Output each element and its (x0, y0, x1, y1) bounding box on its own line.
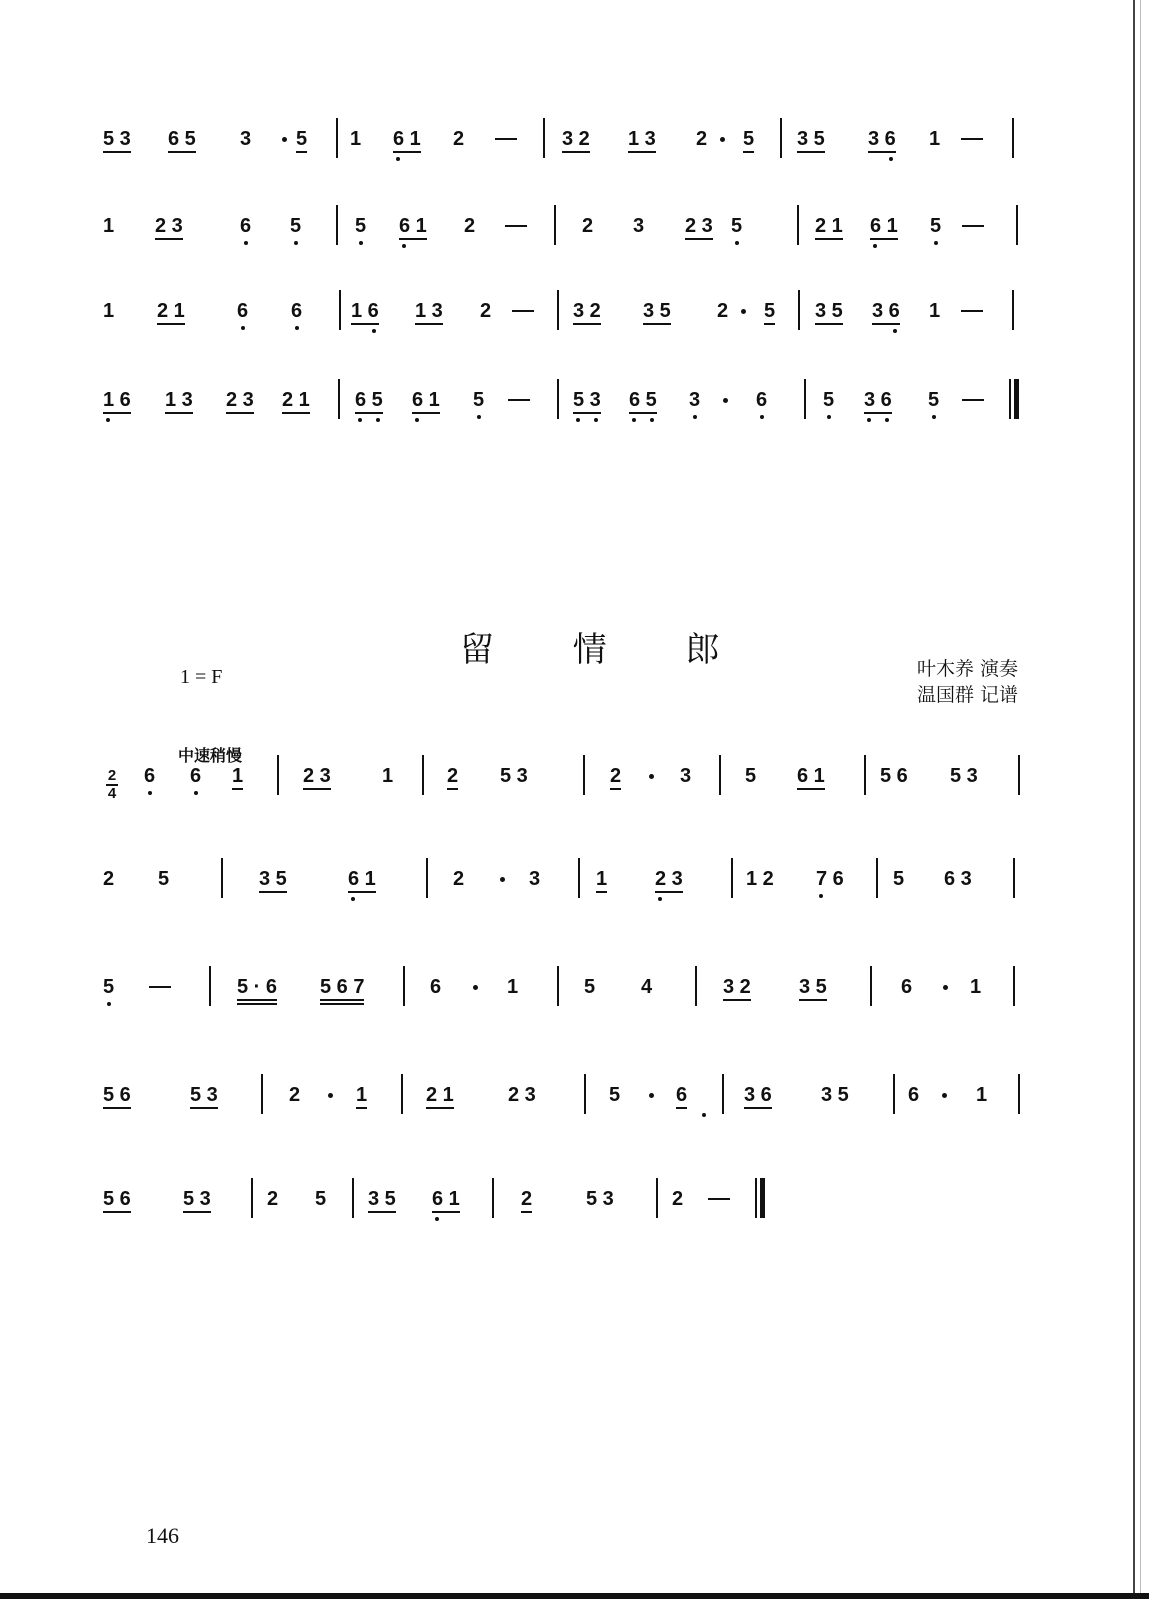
barline (557, 966, 559, 1006)
underline (415, 323, 443, 325)
underline (872, 323, 900, 325)
underline (723, 999, 751, 1001)
top-note-group: 6 1 (393, 128, 421, 150)
augmentation-dot (720, 137, 725, 142)
song-note-group: 3 (529, 868, 541, 890)
underline (155, 238, 183, 240)
top-note-group: 6 1 (870, 215, 898, 237)
barline (731, 858, 733, 898)
top-note-group: 5 (930, 215, 942, 237)
underline (870, 238, 898, 240)
low-octave-dot (594, 418, 598, 422)
song-note-group: 5 (158, 868, 170, 890)
underline (797, 788, 825, 790)
song-note-group: 2 (610, 765, 622, 787)
underline (103, 1211, 131, 1213)
top-note-group: 5 (928, 389, 940, 411)
final-barline (755, 1178, 757, 1218)
song-note-group: 5 6 (103, 1188, 131, 1210)
barline (251, 1178, 253, 1218)
song-note-group: 1 (976, 1084, 988, 1106)
barline (401, 1074, 403, 1114)
augmentation-dot (473, 985, 478, 990)
low-octave-dot (358, 418, 362, 422)
underline (165, 412, 193, 414)
underline (320, 1003, 364, 1005)
top-note-group: 2 (453, 128, 465, 150)
top-note-group: 2 (464, 215, 476, 237)
augmentation-dot (282, 137, 287, 142)
song-note-group: 2 3 (508, 1084, 536, 1106)
barline (426, 858, 428, 898)
final-barline-thick (1014, 379, 1019, 419)
low-octave-dot (735, 241, 739, 245)
low-octave-dot (827, 415, 831, 419)
augmentation-dot (942, 1093, 947, 1098)
top-note-group: 3 (633, 215, 645, 237)
barline (864, 755, 866, 795)
song-note-group: 5 3 (190, 1084, 218, 1106)
barline (1013, 858, 1015, 898)
underline (348, 891, 376, 893)
low-octave-dot (148, 791, 152, 795)
top-note-group: 1 (103, 215, 115, 237)
low-octave-dot (294, 241, 298, 245)
song-note-group: 2 (453, 868, 465, 890)
barline (695, 966, 697, 1006)
song-note-group: 3 6 (744, 1084, 772, 1106)
low-octave-dot (693, 415, 697, 419)
low-octave-dot (194, 791, 198, 795)
barline (221, 858, 223, 898)
top-note-group: 1 3 (415, 300, 443, 322)
underline (368, 1211, 396, 1213)
song-note-group: 3 5 (259, 868, 287, 890)
extension-dash (508, 399, 530, 401)
barline (1018, 755, 1020, 795)
underline (426, 1107, 454, 1109)
low-octave-dot (819, 894, 823, 898)
page-number: 146 (146, 1523, 179, 1548)
song-note-group: 6 (901, 976, 913, 998)
low-octave-dot (295, 326, 299, 330)
barline (557, 290, 559, 330)
augmentation-dot (943, 985, 948, 990)
top-note-group: 2 (696, 128, 708, 150)
low-octave-dot (402, 244, 406, 248)
barline (583, 755, 585, 795)
top-note-group: 1 (350, 128, 362, 150)
top-note-group: 6 (756, 389, 768, 411)
song-note-group: 1 (507, 976, 519, 998)
song-note-group: 6 1 (432, 1188, 460, 1210)
underline (655, 891, 683, 893)
final-barline-thick (760, 1178, 765, 1218)
low-octave-dot (244, 241, 248, 245)
low-octave-dot (396, 157, 400, 161)
barline (870, 966, 872, 1006)
song-note-group: 5 6 (103, 1084, 131, 1106)
low-octave-dot (632, 418, 636, 422)
final-barline (1009, 379, 1011, 419)
top-note-group: 1 (103, 300, 115, 322)
song-note-group: 2 (103, 868, 115, 890)
song-note-group: 5 3 (500, 765, 528, 787)
song-note-group: 6 3 (944, 868, 972, 890)
top-note-group: 3 6 (868, 128, 896, 150)
low-octave-dot (867, 418, 871, 422)
low-octave-dot (889, 157, 893, 161)
top-note-group: 6 (237, 300, 249, 322)
song-note-group: 5 (584, 976, 596, 998)
underline (629, 412, 657, 414)
transcriber-credit: 温国群 记谱 (917, 684, 1019, 706)
top-note-group: 5 (296, 128, 308, 150)
key-signature: 1 = F (180, 666, 223, 688)
underline (320, 999, 364, 1001)
page-edge-shadow (1140, 0, 1141, 1599)
underline (412, 412, 440, 414)
underline (282, 412, 310, 414)
top-note-group: 3 5 (815, 300, 843, 322)
extension-dash (505, 225, 527, 227)
song-note-group: 7 6 (816, 868, 844, 890)
time-signature (106, 769, 118, 801)
underline (432, 1211, 460, 1213)
barline (1016, 205, 1018, 245)
top-note-group: 5 3 (103, 128, 131, 150)
time-signature-bottom: 4 (107, 784, 117, 802)
top-note-group: 5 (355, 215, 367, 237)
underline (868, 151, 896, 153)
barline (209, 966, 211, 1006)
extension-dash (961, 138, 983, 140)
underline (562, 151, 590, 153)
top-note-group: 5 (731, 215, 743, 237)
underline (864, 412, 892, 414)
top-note-group: 2 3 (685, 215, 713, 237)
song-note-group: 2 (672, 1188, 684, 1210)
underline (226, 412, 254, 414)
top-note-group: 2 (582, 215, 594, 237)
barline (1018, 1074, 1020, 1114)
song-note-group: 1 2 (746, 868, 774, 890)
extension-dash (495, 138, 517, 140)
song-note-group: 6 1 (348, 868, 376, 890)
low-octave-dot (107, 1002, 111, 1006)
barline (543, 118, 545, 158)
underline (743, 151, 754, 153)
song-note-group: 3 5 (368, 1188, 396, 1210)
song-note-group: 5 (745, 765, 757, 787)
top-note-group: 6 1 (412, 389, 440, 411)
underline (596, 891, 607, 893)
low-octave-dot (650, 418, 654, 422)
song-note-group: 5 · 6 (237, 976, 278, 998)
low-octave-dot (477, 415, 481, 419)
underline (799, 999, 827, 1001)
barline (554, 205, 556, 245)
underline (744, 1107, 772, 1109)
barline (798, 290, 800, 330)
low-octave-dot (372, 329, 376, 333)
top-note-group: 6 (291, 300, 303, 322)
low-octave-dot (415, 418, 419, 422)
song-note-group: 1 (232, 765, 244, 787)
top-note-group: 1 3 (165, 389, 193, 411)
song-note-group: 6 (676, 1084, 688, 1106)
top-note-group: 2 1 (815, 215, 843, 237)
song-note-group: 1 (356, 1084, 368, 1106)
top-note-group: 2 1 (282, 389, 310, 411)
top-note-group: 6 5 (629, 389, 657, 411)
top-note-group: 1 (929, 300, 941, 322)
barline (403, 966, 405, 1006)
page-bottom-edge (0, 1593, 1149, 1599)
top-note-group: 6 1 (399, 215, 427, 237)
top-note-group: 1 3 (628, 128, 656, 150)
song-note-group: 5 (893, 868, 905, 890)
extension-dash (149, 986, 171, 988)
underline (815, 238, 843, 240)
augmentation-dot (500, 877, 505, 882)
low-octave-dot (893, 329, 897, 333)
song-note-group: 5 3 (183, 1188, 211, 1210)
top-note-group: 2 1 (157, 300, 185, 322)
top-note-group: 2 (480, 300, 492, 322)
underline (643, 323, 671, 325)
barline (261, 1074, 263, 1114)
barline (336, 205, 338, 245)
top-note-group: 1 6 (103, 389, 131, 411)
augmentation-dot (649, 774, 654, 779)
barline (804, 379, 806, 419)
top-note-group: 1 (929, 128, 941, 150)
low-octave-dot (106, 418, 110, 422)
top-note-group: 3 (240, 128, 252, 150)
barline (780, 118, 782, 158)
underline (573, 323, 601, 325)
underline (237, 1003, 277, 1005)
low-octave-dot (873, 244, 877, 248)
barline (722, 1074, 724, 1114)
song-note-group: 5 6 7 (320, 976, 365, 998)
low-octave-dot (658, 897, 662, 901)
top-note-group: 5 (473, 389, 485, 411)
underline (355, 412, 383, 414)
barline (584, 1074, 586, 1114)
underline (168, 151, 196, 153)
underline (676, 1107, 687, 1109)
underline (232, 788, 243, 790)
performer-credit: 叶木养 演奏 (917, 658, 1019, 680)
low-octave-dot (932, 415, 936, 419)
song-note-group: 5 (609, 1084, 621, 1106)
song-note-group: 3 (680, 765, 692, 787)
underline (259, 891, 287, 893)
time-signature-top: 2 (107, 767, 117, 784)
top-note-group: 3 6 (864, 389, 892, 411)
top-note-group: 2 (717, 300, 729, 322)
extension-dash (512, 310, 534, 312)
underline (103, 151, 131, 153)
underline (303, 788, 331, 790)
low-octave-dot (702, 1113, 706, 1117)
barline (1012, 290, 1014, 330)
song-note-group: 4 (641, 976, 653, 998)
song-note-group: 6 (430, 976, 442, 998)
barline (557, 379, 559, 419)
top-note-group: 3 2 (573, 300, 601, 322)
augmentation-dot (741, 309, 746, 314)
song-note-group: 6 1 (797, 765, 825, 787)
top-note-group: 5 3 (573, 389, 601, 411)
song-note-group: 3 5 (799, 976, 827, 998)
extension-dash (962, 225, 984, 227)
barline (893, 1074, 895, 1114)
top-note-group: 5 (743, 128, 755, 150)
song-note-group: 2 (447, 765, 459, 787)
barline (352, 1178, 354, 1218)
underline (103, 412, 131, 414)
top-note-group: 2 3 (155, 215, 183, 237)
barline (1013, 966, 1015, 1006)
barline (336, 118, 338, 158)
underline (237, 999, 277, 1001)
song-note-group: 2 (521, 1188, 533, 1210)
tempo-marking: 中速稍慢 (178, 746, 243, 765)
song-title: 留 情 郎 (460, 630, 754, 670)
barline (277, 755, 279, 795)
low-octave-dot (351, 897, 355, 901)
top-note-group: 6 (240, 215, 252, 237)
underline (399, 238, 427, 240)
underline (296, 151, 307, 153)
barline (578, 858, 580, 898)
song-note-group: 1 (970, 976, 982, 998)
underline (356, 1107, 367, 1109)
barline (338, 379, 340, 419)
song-note-group: 2 1 (426, 1084, 454, 1106)
song-note-group: 1 (382, 765, 394, 787)
barline (1012, 118, 1014, 158)
song-note-group: 1 (596, 868, 608, 890)
top-note-group: 3 5 (643, 300, 671, 322)
underline (393, 151, 421, 153)
song-note-group: 2 3 (655, 868, 683, 890)
low-octave-dot (934, 241, 938, 245)
top-note-group: 1 6 (351, 300, 379, 322)
top-note-group: 5 (290, 215, 302, 237)
barline (422, 755, 424, 795)
underline (573, 412, 601, 414)
top-note-group: 3 2 (562, 128, 590, 150)
augmentation-dot (649, 1093, 654, 1098)
song-note-group: 6 (908, 1084, 920, 1106)
song-note-group: 6 (144, 765, 156, 787)
song-note-group: 3 2 (723, 976, 751, 998)
underline (797, 151, 825, 153)
song-note-group: 6 (190, 765, 202, 787)
underline (685, 238, 713, 240)
top-note-group: 3 5 (797, 128, 825, 150)
top-note-group: 3 6 (872, 300, 900, 322)
top-note-group: 6 5 (168, 128, 196, 150)
barline (339, 290, 341, 330)
underline (447, 788, 458, 790)
underline (157, 323, 185, 325)
underline (183, 1211, 211, 1213)
song-note-group: 5 3 (586, 1188, 614, 1210)
song-note-group: 2 3 (303, 765, 331, 787)
song-note-group: 2 (289, 1084, 301, 1106)
song-note-group: 5 (315, 1188, 327, 1210)
song-note-group: 3 5 (821, 1084, 849, 1106)
underline (628, 151, 656, 153)
low-octave-dot (885, 418, 889, 422)
underline (190, 1107, 218, 1109)
augmentation-dot (328, 1093, 333, 1098)
extension-dash (962, 399, 984, 401)
underline (764, 323, 775, 325)
underline (351, 323, 379, 325)
extension-dash (961, 310, 983, 312)
barline (492, 1178, 494, 1218)
song-note-group: 2 (267, 1188, 279, 1210)
underline (103, 1107, 131, 1109)
top-note-group: 5 (764, 300, 776, 322)
low-octave-dot (435, 1217, 439, 1221)
top-note-group: 2 3 (226, 389, 254, 411)
page-edge (1133, 0, 1135, 1599)
top-note-group: 3 (689, 389, 701, 411)
underline (815, 323, 843, 325)
song-note-group: 5 3 (950, 765, 978, 787)
low-octave-dot (359, 241, 363, 245)
top-note-group: 5 (823, 389, 835, 411)
low-octave-dot (760, 415, 764, 419)
low-octave-dot (376, 418, 380, 422)
barline (876, 858, 878, 898)
song-note-group: 5 (103, 976, 115, 998)
barline (719, 755, 721, 795)
underline (610, 788, 621, 790)
augmentation-dot (723, 398, 728, 403)
low-octave-dot (241, 326, 245, 330)
barline (797, 205, 799, 245)
underline (521, 1211, 532, 1213)
low-octave-dot (576, 418, 580, 422)
top-note-group: 6 5 (355, 389, 383, 411)
extension-dash (708, 1198, 730, 1200)
barline (656, 1178, 658, 1218)
song-note-group: 5 6 (880, 765, 908, 787)
